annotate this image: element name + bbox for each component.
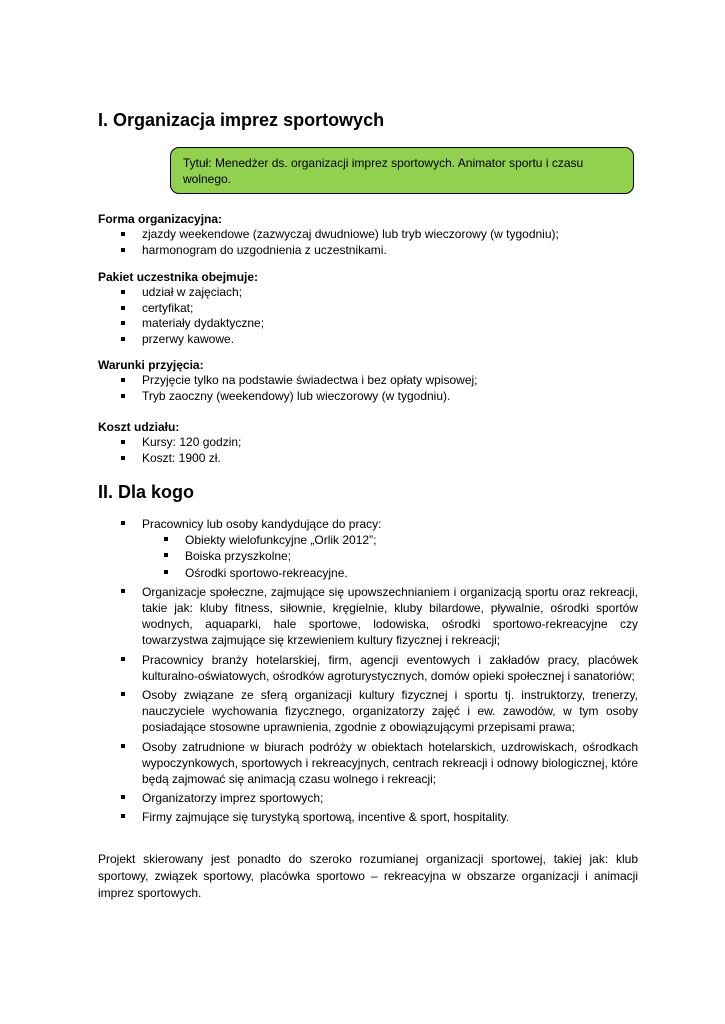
- list-item: Osoby związane ze sferą organizacji kultury fizycznej i sportu tj. instruktorzy, trenerzy, nauczyciele wychowania fizycznego, organizatorzy zajęć i ew. zawodów, w tym osoby posiadające stosowne uprawnienia, zgodnie z obowiązującymi przepisami prawa;: [98, 687, 638, 736]
- list-item: [98, 516, 638, 581]
- title-box: Tytuł: Menedżer ds. organizacji imprez sportowych. Animator sportu i czasu wolnego.: [170, 147, 634, 194]
- forma-title: Forma organizacyjna:: [98, 212, 223, 226]
- list-item: Organizacje społeczne, zajmujące się upowszechnianiem i organizacją sportu oraz rekreacji, takie jak: kluby fitness, siłownie, kręgielnie, kluby bilardowe, pływalnie, ośrodki sportów wodnych, aquaparki, hale sportowe, lodowiska, ośrodki sportowo-rekreacyjne czy towarzystwa zajmujące się krzewieniem kultury fizycznej i rekreacji;: [98, 584, 638, 649]
- warunki-section: [98, 358, 638, 404]
- list-item: Pracownicy branży hotelarskiej, firm, agencji eventowych i zakładów pracy, placówek kulturalno-oświatowych, ośrodków agroturystycznych, domów opieki społecznej i sanatoriów;: [98, 652, 638, 684]
- section-heading-organizacja: I. Organizacja imprez sportowych: [98, 110, 385, 130]
- sub-list-item: Ośrodki sportowo-rekreacyjne.: [142, 565, 638, 581]
- sub-list-item: Boiska przyszkolne;: [142, 548, 638, 564]
- pakiet-section: [98, 270, 638, 347]
- list-item: Firmy zajmujące się turystyką sportową, incentive & sport, hospitality.: [98, 809, 638, 825]
- pakiet-list: [98, 285, 638, 347]
- list-item-text: Pracownicy lub osoby kandydujące do pracy:: [142, 517, 382, 531]
- koszt-title: Koszt udziału:: [98, 420, 180, 434]
- closing-paragraph: Projekt skierowany jest ponadto do szeroko rozumianej organizacji sportowej, takiej jak: klub sportowy, związek sportowy, placówka sportowo – rekreacyjna w obszarze organizacji i animacji imprez sportowych.: [98, 852, 638, 900]
- section-heading-dla-kogo: II. Dla kogo: [98, 482, 195, 502]
- forma-list: [98, 227, 638, 258]
- list-item: zjazdy weekendowe (zazwyczaj dwudniowe) lub tryb wieczorowy (w tygodniu);: [98, 227, 638, 242]
- list-item: harmonogram do uzgodnienia z uczestnikami.: [98, 243, 638, 258]
- sub-list: [142, 532, 638, 581]
- list-item: Przyjęcie tylko na podstawie świadectwa i bez opłaty wpisowej;: [98, 373, 638, 388]
- sub-list-item: Obiekty wielofunkcyjne „Orlik 2012”;: [142, 532, 638, 548]
- koszt-list: [98, 435, 638, 466]
- list-item: udział w zajęciach;: [98, 285, 638, 300]
- pakiet-title: Pakiet uczestnika obejmuje:: [98, 270, 259, 284]
- list-item: Kursy: 120 godzin;: [98, 435, 638, 450]
- koszt-section: [98, 420, 638, 466]
- forma-section: [98, 212, 638, 258]
- warunki-list: [98, 373, 638, 404]
- dla-kogo-section: [98, 516, 638, 829]
- list-item: materiały dydaktyczne;: [98, 316, 638, 331]
- list-item: przerwy kawowe.: [98, 332, 638, 347]
- list-item: certyfikat;: [98, 301, 638, 316]
- list-item: Organizatorzy imprez sportowych;: [98, 790, 638, 806]
- list-item: Koszt: 1900 zł.: [98, 451, 638, 466]
- warunki-title: Warunki przyjęcia:: [98, 358, 204, 372]
- list-item: Tryb zaoczny (weekendowy) lub wieczorowy (w tygodniu).: [98, 389, 638, 404]
- list-item: Osoby zatrudnione w biurach podróży w obiektach hotelarskich, uzdrowiskach, ośrodkach wypoczynkowych, sportowych i rekreacyjnych, centrach rekreacji i odnowy biologicznej, które będą zajmować się animacją czasu wolnego i rekreacji;: [98, 739, 638, 788]
- dla-kogo-list: [98, 516, 638, 826]
